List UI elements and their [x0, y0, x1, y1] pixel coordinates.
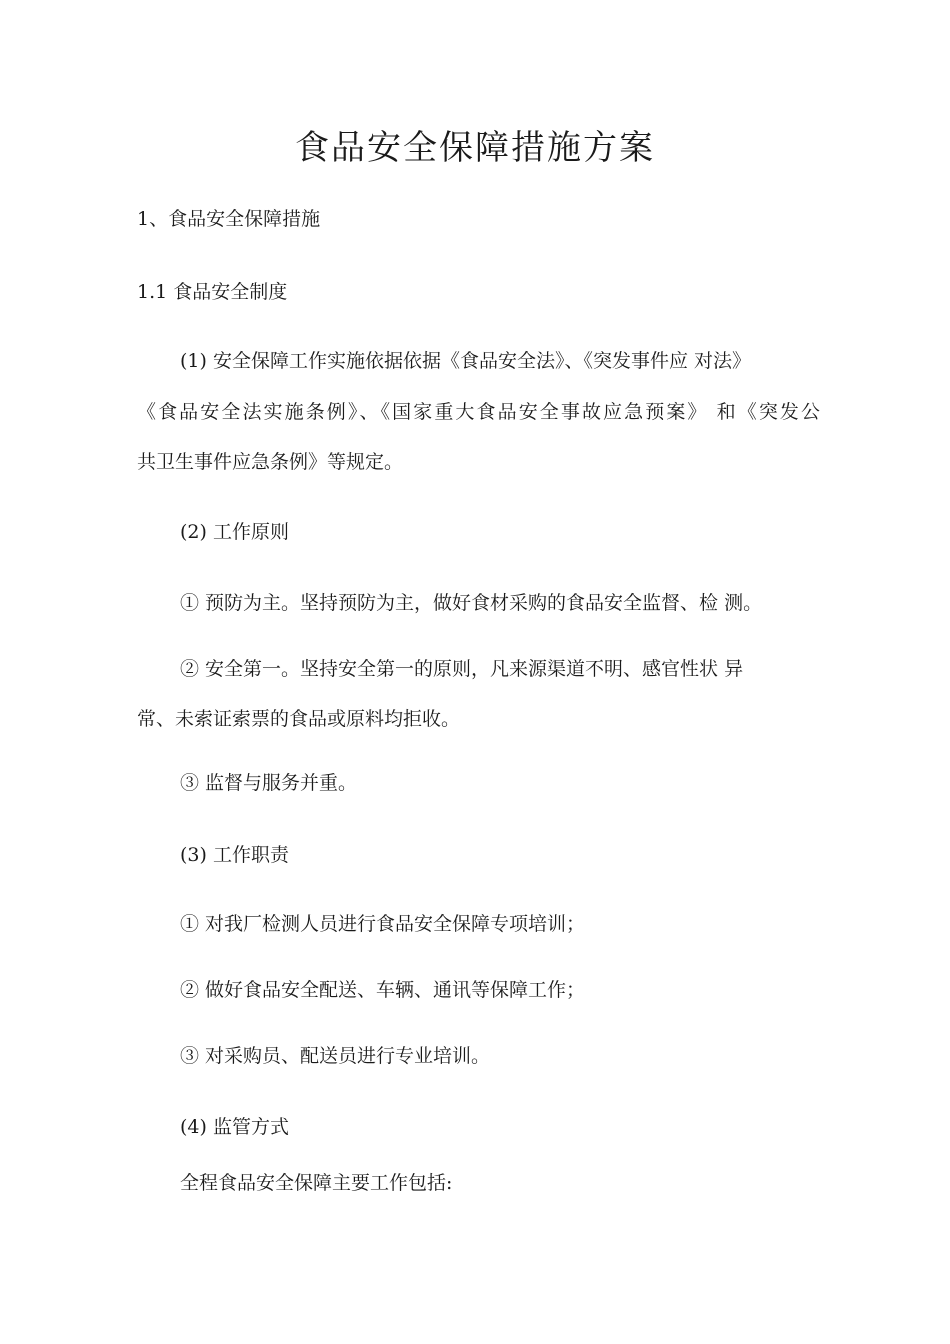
item-heading: (3) 工作职责 [180, 844, 289, 866]
document-title: 食品安全保障措施方案 [295, 128, 655, 168]
list-item: ① 对我厂检测人员进行食品安全保障专项培训； [180, 913, 586, 935]
paragraph-line: 共卫生事件应急条例》等规定。 [137, 451, 404, 473]
list-item: ③ 监督与服务并重。 [180, 772, 358, 794]
list-item-continuation: 常、未索证索票的食品或原料均拒收。 [137, 708, 461, 730]
subsection-heading: 1.1 食品安全制度 [137, 281, 288, 303]
list-item: ② 安全第一。坚持安全第一的原则，凡来源渠道不明、感官性状 异 [180, 658, 744, 680]
paragraph-line: (1) 安全保障工作实施依据依据《食品安全法》、《突发事件应 对法》 [180, 350, 751, 372]
list-item: ③ 对采购员、配送员进行专业培训。 [180, 1045, 491, 1067]
paragraph-line: 《食品安全法实施条例》、《国家重大食品安全事故应急预案》 和《突发公 [137, 401, 820, 423]
section-heading: 1、食品安全保障措施 [137, 208, 321, 230]
item-heading: (4) 监管方式 [180, 1116, 289, 1138]
list-item: ① 预防为主。坚持预防为主，做好食材采购的食品安全监督、检 测。 [180, 592, 763, 614]
item-heading: (2) 工作原则 [180, 521, 289, 543]
paragraph-line: 全程食品安全保障主要工作包括: [180, 1172, 453, 1194]
list-item: ② 做好食品安全配送、车辆、通讯等保障工作； [180, 979, 586, 1001]
